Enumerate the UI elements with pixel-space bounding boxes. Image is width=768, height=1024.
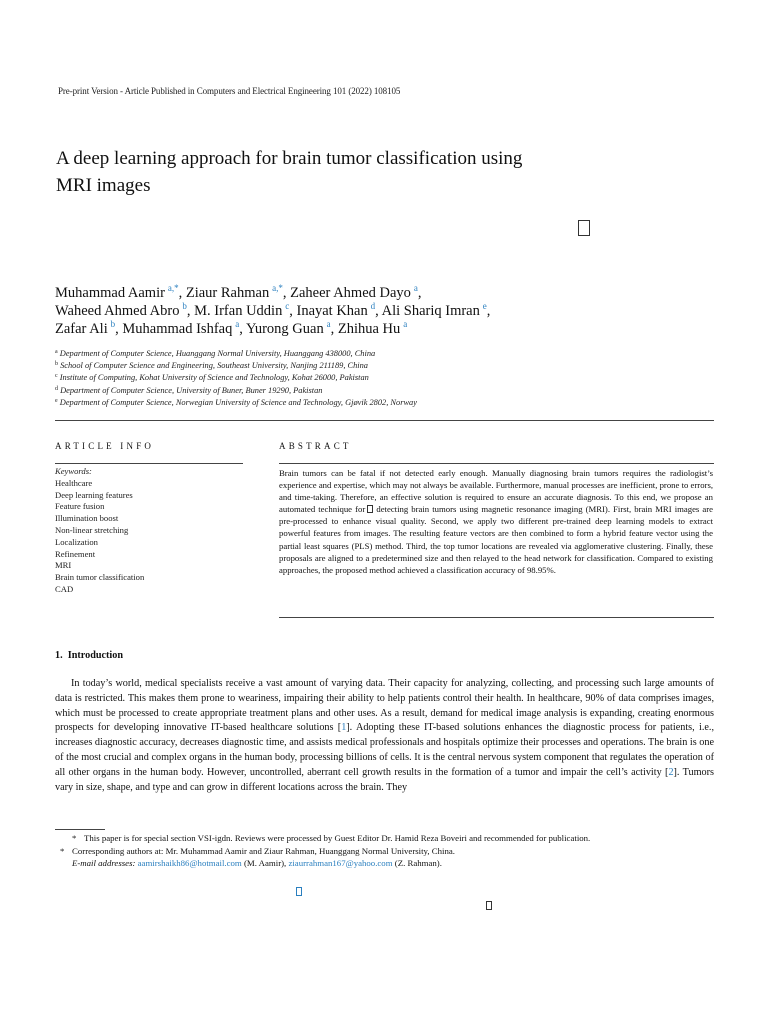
introduction-paragraph: In today’s world, medical specialists receive a vast amount of varying data. Their capacity for analyzing, collecting, and processing such large amounts of data is restricted. This makes them prone to weariness, impairing their ability to help patients control their health. In healthcare, 90% of data comprises images, which must be processed to create appropriate treatment plans and other uses. As a result, demand for medical image analysis is expanding, creating enormous prospects for developing innovative IT-based healthcare solutions [1]. Adopting these IT-based solutions enhances the diagnostic process for patients, i.e., increases diagnostic accuracy, decreases diagnostic time, and assists medical professionals and hospitals optimize their processes and operations. The brain is one of the most crucial and complex organs in the human body, processing billions of cells. It is the central nervous system component that regulates the operation of all other organs in the human body. However, uncontrolled, aberrant cell growth results in the formation of a tumor and impair the cell’s activity [2]. Tumors vary in size, shape, and type and can grow in different locations across the brain. They [55,678,714,793]
author-affil-link[interactable]: b [182,301,187,311]
citation-link[interactable]: 2 [668,766,674,778]
keyword: Healthcare [55,477,93,488]
author-name: Inayat Khan [296,303,368,319]
author-affil-link[interactable]: e [482,301,487,311]
author-line: Zafar Ali $^b$, Muhammad Ishfaq $^a$, Yurong Guan $^a$, Zhihua Hu $^a$ [55,319,408,337]
missing-glyph-icon [486,901,492,910]
footnote-divider [55,829,105,830]
author-name: Ali Shariq Imran [381,303,480,319]
author-affil-link[interactable]: a [403,319,408,329]
keyword: Brain tumor classification [55,572,145,583]
keyword: CAD [55,583,74,594]
author-name: M. Irfan Uddin [194,303,283,319]
email-link[interactable]: aamirshaikh86@hotmail.com [137,858,242,868]
keywords-label: Keywords: [55,466,92,476]
author-name: Zafar Ali [55,321,108,337]
author-name: Muhammad Ishfaq [122,321,233,337]
author-name: Zhihua Hu [337,321,401,337]
author-name: Yurong Guan [245,321,324,337]
author-affil-link[interactable]: a [326,319,331,329]
footnotes [58,832,718,870]
abstract-heading: ABSTRACT [279,441,352,451]
author-list [55,284,735,338]
affiliation: $^b$ School of Computer Science and Engineering, Southeast University, Nanjing 211189, China [55,361,368,371]
email-footnote: E-mail addresses: aamirshaikh86@hotmail.com (M. Aamir), ziaurrahman167@yahoo.com (Z. Rahman). [72,858,442,868]
divider [279,617,714,618]
author-name: Muhammad Aamir [55,285,165,301]
author-affil-link[interactable]: a,* [167,283,179,293]
author-affil-link[interactable]: a,* [272,283,283,293]
affiliation: $^a$ Department of Computer Science, Huanggang Normal University, Huanggang 438000, China [55,349,376,358]
keyword: Non-linear stretching [55,524,129,535]
missing-glyph-icon [296,887,302,896]
article-info-heading: ARTICLE INFO [55,441,155,451]
keyword: Illumination boost [55,513,119,524]
divider [55,420,714,421]
divider [55,463,243,464]
keyword: Feature fusion [55,501,105,512]
affiliation: $^d$ Department of Computer Science, University of Buner, Buner 19290, Pakistan [55,385,323,395]
keyword: MRI [55,560,72,571]
keyword: Localization [55,536,98,547]
email-link[interactable]: ziaurrahman167@yahoo.com [288,858,393,868]
divider [279,463,714,464]
citation-link[interactable]: 1 [341,722,347,734]
keyword: Deep learning features [55,489,133,500]
affiliation: $^e$ Department of Computer Science, Norwegian University of Science and Technology, Gjøvik 2802, Norway [55,397,417,407]
keywords-list [55,466,245,596]
author-line: Muhammad Aamir $^{a,*}$, Ziaur Rahman $^{a,*}$, Zaheer Ahmed Dayo $^a$, [55,283,422,301]
preprint-notice: Pre-print Version - Article Published in Computers and Electrical Engineering 101 (2022) 108105 [58,86,401,96]
author-affil-link[interactable]: a [413,283,418,293]
footnote: * Corresponding authors at: Mr. Muhammad Aamir and Ziaur Rahman, Huanggang Normal University, China. [60,845,455,856]
title-line-2: MRI images [56,175,151,196]
author-affil-link[interactable]: d [370,301,376,311]
section-heading-introduction: 1. Introduction [55,650,124,661]
author-line: Waheed Ahmed Abro $^b$, M. Irfan Uddin $^c$, Inayat Khan $^d$, Ali Shariq Imran $^e$, [55,301,491,319]
crossmark-icon[interactable] [578,220,590,236]
affiliation-list [55,348,715,409]
author-affil-link[interactable]: a [235,319,240,329]
author-name: Waheed Ahmed Abro [55,303,180,319]
author-affil-link[interactable]: c [285,301,290,311]
author-name: Ziaur Rahman [185,285,270,301]
keyword: Refinement [55,548,96,559]
footnote: * This paper is for special section VSI-igdn. Reviews were processed by Guest Editor Dr. Hamid Reza Boveiri and recommended for publication. [72,833,591,843]
author-affil-link[interactable]: b [110,319,116,329]
paper-title [56,145,616,199]
title-line-1: A deep learning approach for brain tumor classification using [56,148,523,169]
affiliation: $^c$ Institute of Computing, Kohat University of Science and Technology, Kohat 26000, Pakistan [55,373,369,383]
author-name: Zaheer Ahmed Dayo [290,285,411,301]
abstract-text: Brain tumors can be fatal if not detected early enough. Manually diagnosing brain tumors requires the radiologist’s experience and expertise, which may not always be available. Furthermore, manual processes are inefficient, prone to errors, and time-taking. Therefore, an effective solution is required to ensure an accurate diagnosis. To this end, we propose an automated technique for detecting brain tumors using magnetic resonance imaging (MRI). First, brain MRI images are pre-processed to enhance visual quality. Second, we apply two different pre-trained deep learning models to extract powerful features from images. The resulting feature vectors are then combined to form a hybrid feature vector using the partial least squares (PLS) method. Third, the top tumor locations are revealed via agglomerative clustering. Finally, these proposals are aligned to a predetermined size and then relayed to the head network for classification. Compared to existing approaches, the proposed method achieved a classification accuracy of 98.95%. [279,468,714,575]
